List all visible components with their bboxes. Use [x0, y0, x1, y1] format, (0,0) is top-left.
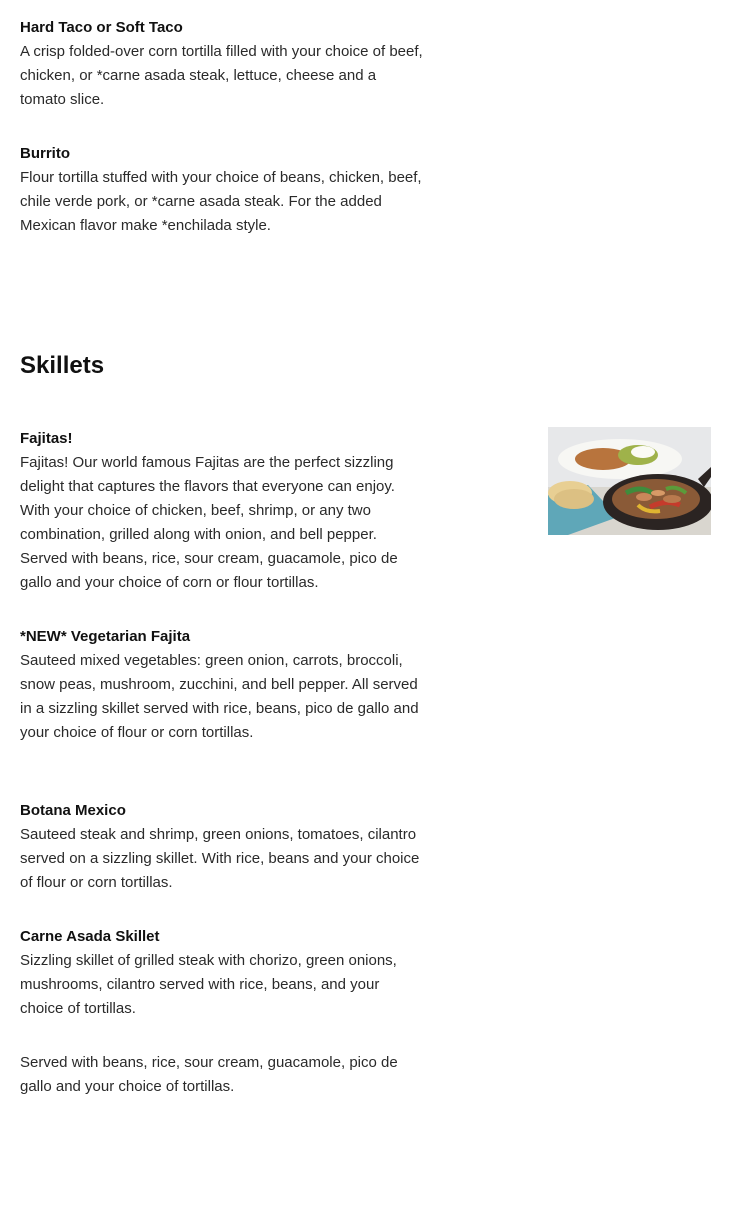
fajitas-photo — [548, 427, 711, 535]
menu-item-fajitas — [20, 427, 425, 595]
menu-item-name: Hard Taco or Soft Taco — [20, 19, 183, 36]
menu-item-name: Fajitas! — [20, 430, 73, 447]
menu-item-name: Carne Asada Skillet — [20, 928, 160, 945]
menu-item-botana-mexico — [20, 799, 425, 895]
skillets-note — [20, 1051, 425, 1099]
menu-item-name: Botana Mexico — [20, 802, 126, 819]
menu-item-burrito — [20, 142, 425, 238]
menu-item-description: Flour tortilla stuffed with your choice of beans, chicken, beef, chile verde pork, or *carne asada steak. For the added Mexican flavor make *enchilada style. — [20, 169, 422, 234]
menu-item-carne-asada-skillet — [20, 925, 425, 1021]
menu-item-description: Sauteed steak and shrimp, green onions, tomatoes, cilantro served on a sizzling skillet. With rice, beans and your choice of flour or corn tortillas. — [20, 826, 420, 891]
menu-item-vegetarian-fajita — [20, 625, 425, 745]
menu-item-name: *NEW* Vegetarian Fajita — [20, 628, 191, 645]
menu-item-name: Burrito — [20, 145, 70, 162]
menu-item-description: Fajitas! Our world famous Fajitas are the perfect sizzling delight that captures the flavors that everyone can enjoy. With your choice of chicken, beef, shrimp, or any two combination, grilled along with onion, and bell pepper. Served with beans, rice, sour cream, guacamole, pico de gallo and your choice of corn or flour tortillas. — [20, 454, 398, 591]
menu-item-description: Sauteed mixed vegetables: green onion, carrots, broccoli, snow peas, mushroom, zucchini, and bell pepper. All served in a sizzling skillet served with rice, beans, pico de gallo and your choice of flour or corn tortillas. — [20, 652, 419, 741]
skillets-note-text: Served with beans, rice, sour cream, guacamole, pico de gallo and your choice of tortillas. — [20, 1054, 398, 1095]
menu-item-description: Sizzling skillet of grilled steak with chorizo, green onions, mushrooms, cilantro served with rice, beans, and your choice of tortillas. — [20, 952, 397, 1017]
menu-item-hard-taco — [20, 16, 425, 112]
section-title-skillets: Skillets — [20, 352, 105, 379]
menu-item-description: A crisp folded-over corn tortilla filled with your choice of beef, chicken, or *carne asada steak, lettuce, cheese and a tomato slice. — [20, 43, 423, 108]
